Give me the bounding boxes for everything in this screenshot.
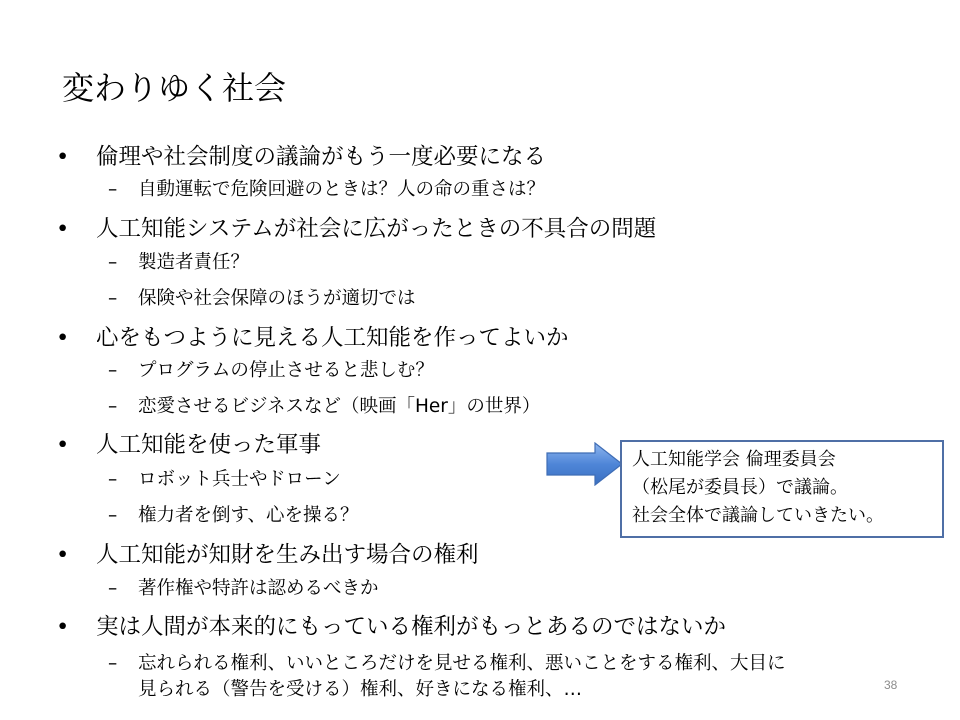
- callout-box: [620, 440, 944, 538]
- sub-bullet-item: – 権力者を倒す、心を操る？: [138, 503, 359, 529]
- right-arrow-icon: [545, 442, 625, 486]
- bullet-item: • 人工知能を使った軍事: [96, 429, 321, 461]
- sub-bullet-continuation: 見られる（警告を受ける）権利、好きになる権利、…: [138, 679, 583, 700]
- sub-bullet-item: – 恋愛させるビジネスなど（映画「Her」の世界）: [138, 394, 540, 420]
- callout-line: 人工知能学会 倫理委員会: [632, 449, 836, 470]
- callout-line: （松尾が委員長）で議論。: [632, 477, 848, 498]
- bullet-item: • 倫理や社会制度の議論がもう一度必要になる: [96, 141, 546, 173]
- sub-bullet-item: – 忘れられる権利、いいところだけを見せる権利、悪いことをする権利、大目に: [138, 651, 786, 677]
- sub-bullet-item: – プログラムの停止させると悲しむ？: [138, 358, 434, 384]
- sub-bullet-item: – 製造者責任？: [138, 250, 249, 276]
- bullet-item: • 人工知能システムが社会に広がったときの不具合の問題: [96, 213, 656, 245]
- bullet-item: • 心をもつように見える人工知能を作ってよいか: [96, 322, 569, 354]
- sub-bullet-item: – ロボット兵士やドローン: [138, 467, 341, 493]
- callout-line: 社会全体で議論していきたい。: [632, 505, 884, 526]
- bullet-item: • 人工知能が知財を生み出す場合の権利: [96, 539, 479, 571]
- bullet-item: • 実は人間が本来的にもっている権利がもっとあるのではないか: [96, 611, 726, 643]
- page-number: 38: [884, 678, 898, 692]
- slide-title: 変わりゆく社会: [62, 69, 287, 107]
- sub-bullet-item: – 自動運転で危険回避のときは？人の命の重さは？: [138, 177, 545, 203]
- sub-bullet-item: – 著作権や特許は認めるべきか: [138, 576, 379, 602]
- sub-bullet-item: – 保険や社会保障のほうが適切では: [138, 286, 416, 312]
